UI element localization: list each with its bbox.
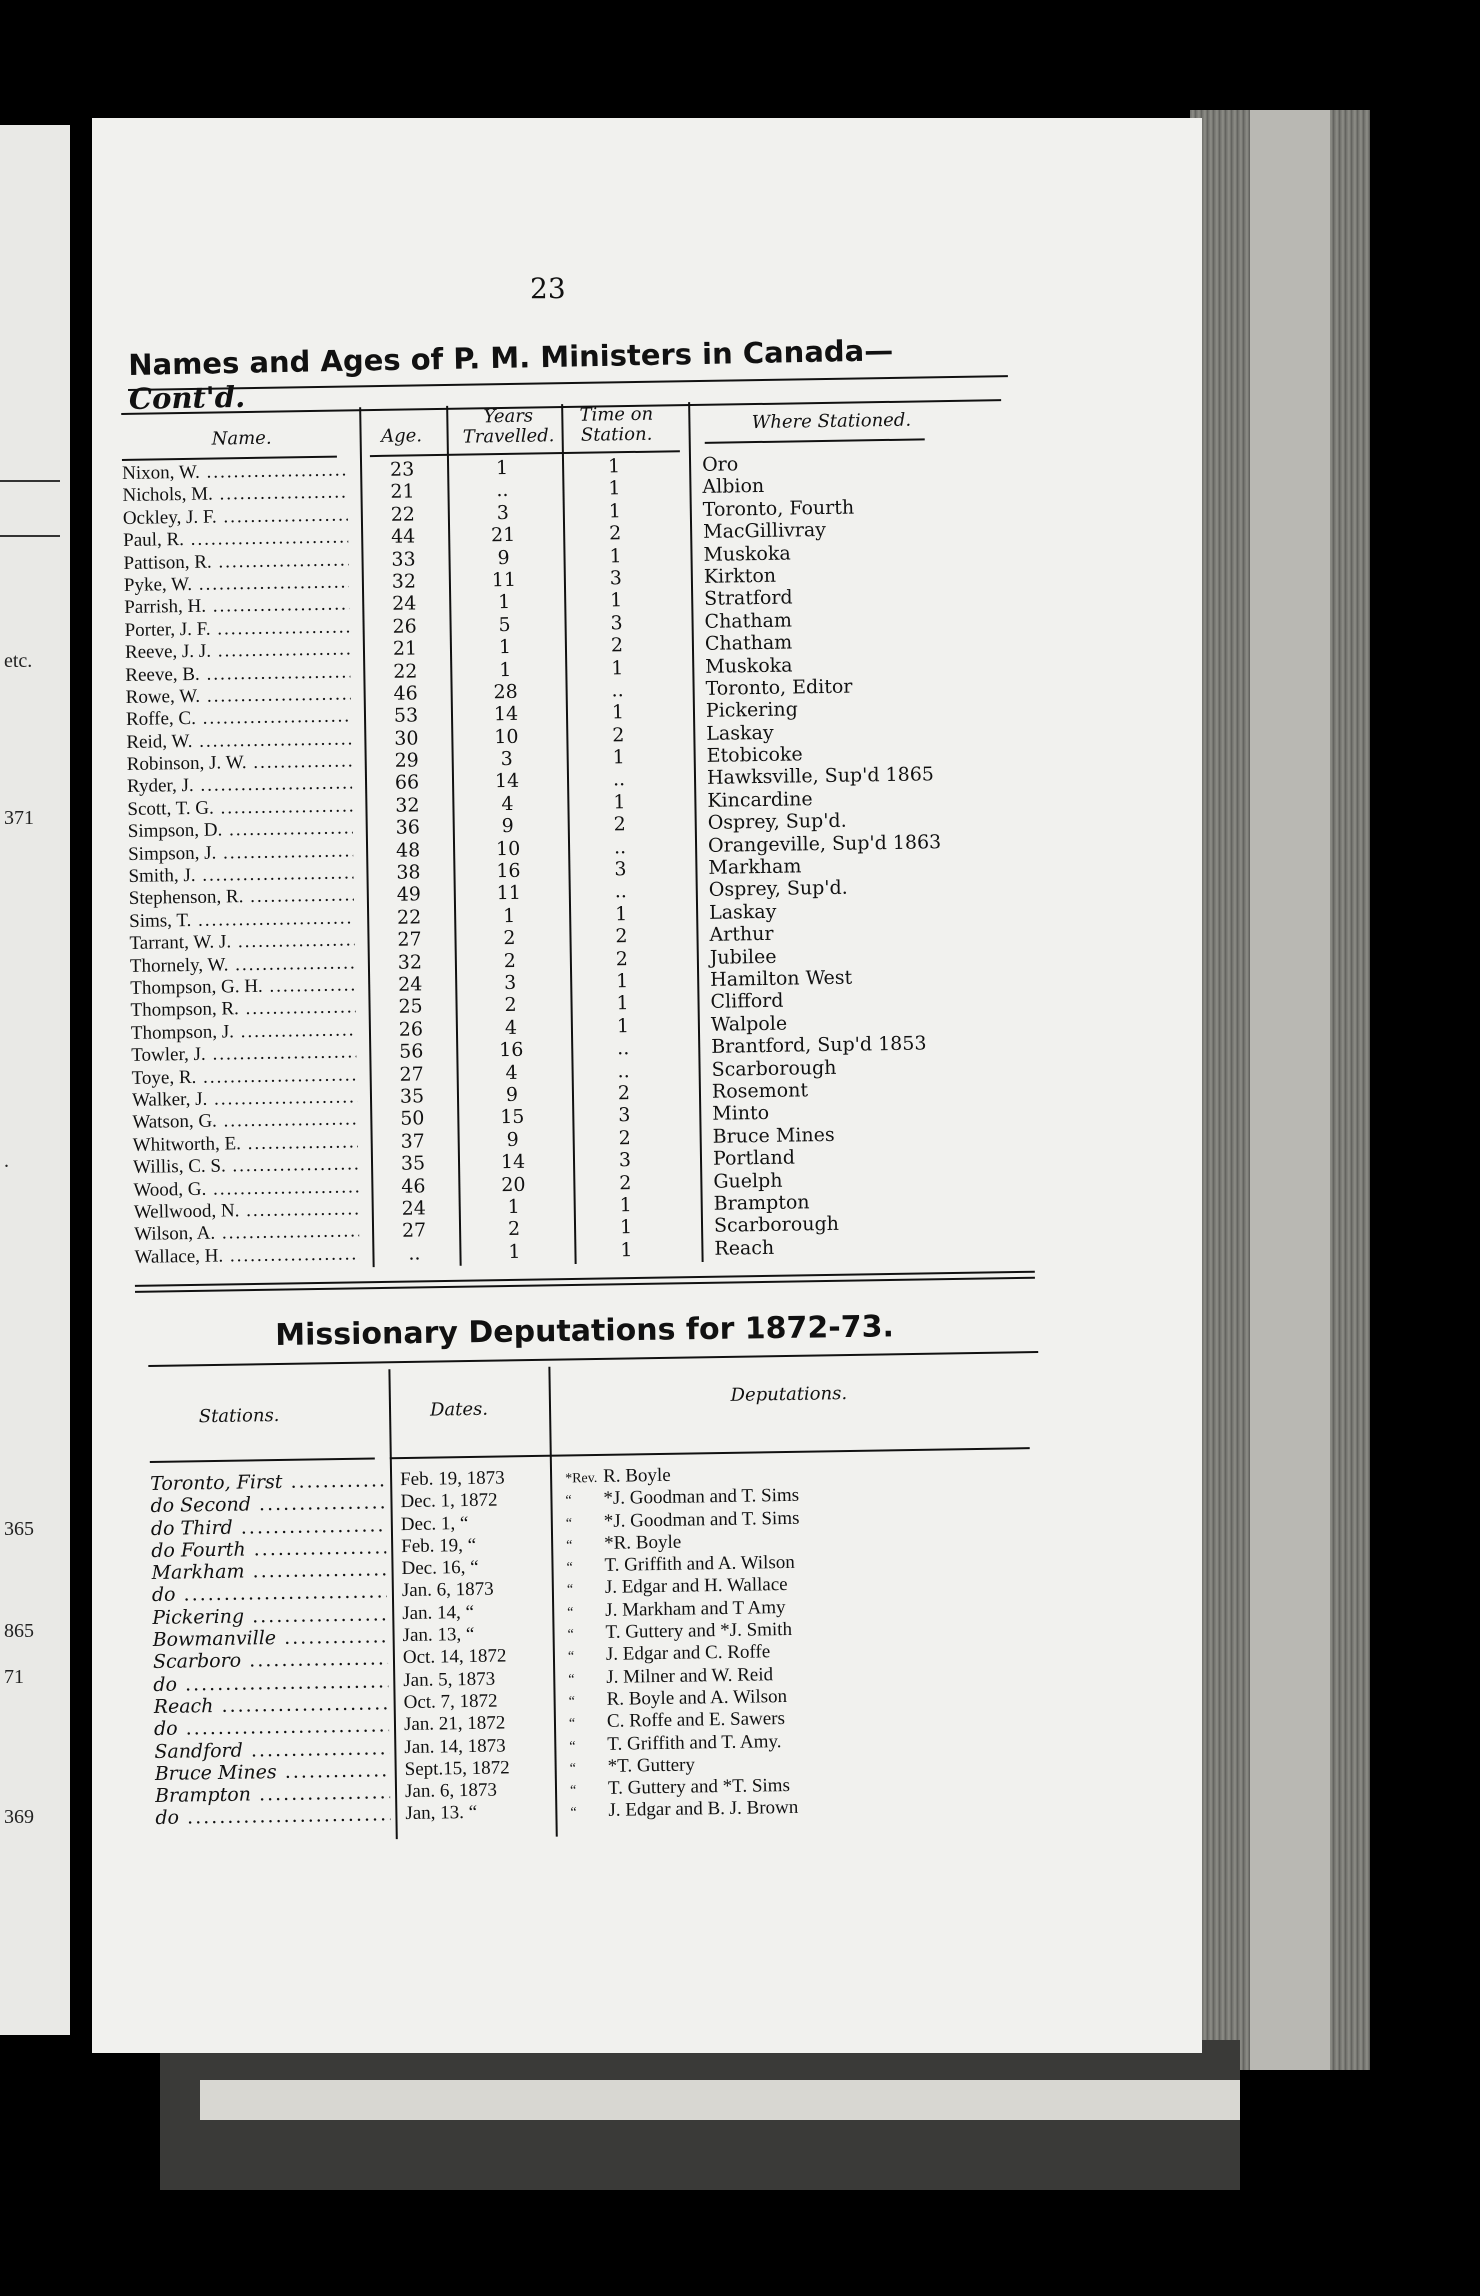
- deputations-table-body: [150, 1459, 1055, 1830]
- station: do .....: [152, 1581, 387, 1607]
- ministers-title-contd: Cont'd.: [128, 379, 246, 416]
- station: do .....: [154, 1715, 389, 1741]
- ditto-mark: “: [565, 1493, 572, 1509]
- minister-age: 66: [394, 771, 420, 795]
- station: do Third .....: [151, 1514, 386, 1540]
- time-on-station: ..: [611, 679, 624, 702]
- minister-name: Nixon, W. .....: [122, 459, 347, 485]
- where-stationed: Rosemont: [711, 1079, 809, 1103]
- ditto-mark: “: [567, 1649, 575, 1665]
- where-stationed: Scarborough: [711, 1056, 837, 1081]
- years-travelled: 20: [501, 1173, 526, 1196]
- time-on-station: 2: [615, 925, 628, 948]
- years-travelled: 14: [493, 703, 519, 726]
- minister-age: 23: [389, 458, 415, 481]
- where-stationed: Etobicoke: [706, 743, 803, 767]
- years-travelled: 1: [502, 904, 516, 927]
- ministers-title-main: Names and Ages of P. M. Ministers in Canada—: [128, 333, 894, 382]
- minister-age: 56: [399, 1040, 424, 1063]
- minister-name: Pattison, R. .....: [123, 549, 348, 575]
- deputation-names: T. Guttery and *T. Sims: [607, 1775, 791, 1799]
- minister-name: Ockley, J. F. .....: [123, 504, 348, 530]
- minister-name: Wallace, H. .....: [134, 1243, 359, 1269]
- minister-age: 29: [394, 749, 419, 772]
- where-stationed: Orangeville, Sup'd 1863: [707, 830, 942, 857]
- years-travelled: 4: [504, 1016, 518, 1039]
- deputation-date: Feb. 19, 1873: [399, 1467, 505, 1491]
- facing-page-fragment: etc.: [4, 650, 33, 672]
- time-on-station: 1: [619, 1193, 632, 1217]
- minister-age: 26: [398, 1018, 424, 1041]
- minister-age: 46: [401, 1174, 426, 1198]
- where-stationed: Albion: [702, 475, 765, 499]
- ditto-mark: “: [566, 1538, 573, 1554]
- years-travelled: 1: [498, 591, 511, 614]
- time-on-station: 1: [609, 544, 622, 567]
- where-stationed: Kirkton: [703, 564, 777, 588]
- years-travelled: 1: [495, 456, 509, 480]
- deputation-names: J. Edgar and C. Roffe: [605, 1641, 771, 1666]
- where-stationed: Clifford: [710, 990, 784, 1014]
- time-on-station: ..: [614, 880, 628, 903]
- minister-age: 24: [401, 1197, 427, 1220]
- minister-name: Parrish, H. .....: [124, 594, 349, 620]
- deputations-title: Missionary Deputations for 1872-73.: [275, 1309, 895, 1353]
- page-number: 23: [530, 272, 566, 305]
- minister-name: Tarrant, W. J. .....: [129, 930, 354, 956]
- minister-age: 36: [395, 816, 421, 839]
- ditto-mark: “: [567, 1605, 574, 1621]
- time-on-station: 2: [610, 634, 624, 657]
- minister-age: 50: [400, 1107, 425, 1131]
- deputation-date: Jan, 13. “: [405, 1802, 478, 1825]
- years-travelled: 5: [498, 613, 511, 636]
- where-stationed: Toronto, Fourth: [702, 496, 855, 521]
- time-on-station: 1: [611, 656, 624, 679]
- years-travelled: 16: [499, 1038, 524, 1062]
- where-stationed: Brampton: [713, 1191, 810, 1215]
- time-on-station: 1: [608, 477, 621, 500]
- time-on-station: 2: [619, 1171, 632, 1194]
- ditto-mark: *Rev.: [565, 1470, 598, 1487]
- minister-name: Ryder, J. .....: [127, 773, 352, 799]
- minister-age: 25: [398, 995, 423, 1019]
- ditto-mark: “: [569, 1783, 577, 1799]
- station: do .....: [153, 1670, 388, 1696]
- deputation-names: C. Roffe and E. Sawers: [606, 1708, 786, 1733]
- where-stationed: Laskay: [706, 721, 774, 745]
- minister-name: Willis, C. S. .....: [133, 1153, 358, 1179]
- where-stationed: Minto: [712, 1102, 770, 1126]
- where-stationed: Hawksville, Sup'd 1865: [706, 763, 935, 790]
- ditto-mark: “: [568, 1672, 575, 1688]
- minister-age: 27: [399, 1062, 424, 1086]
- header-age: Age.: [380, 425, 423, 447]
- where-stationed: Pickering: [705, 698, 798, 723]
- time-on-station: 2: [617, 1082, 631, 1105]
- minister-name: Stephenson, R. .....: [129, 885, 354, 911]
- deputation-names: *R. Boyle: [603, 1531, 682, 1554]
- minister-name: Rowe, W. .....: [126, 683, 351, 709]
- where-stationed: Osprey, Sup'd.: [708, 877, 848, 902]
- station: do Second .....: [150, 1492, 385, 1518]
- minister-name: Roffe, C. .....: [126, 706, 351, 732]
- time-on-station: 3: [618, 1104, 631, 1127]
- minister-name: Walker, J. .....: [132, 1086, 357, 1112]
- where-stationed: Hamilton West: [710, 966, 853, 991]
- minister-age: 27: [397, 928, 422, 951]
- where-stationed: Guelph: [713, 1169, 783, 1193]
- minister-age: 35: [399, 1085, 425, 1108]
- time-on-station: 1: [614, 902, 628, 926]
- minister-name: Thompson, G. H. .....: [130, 974, 355, 1000]
- deputation-names: *J. Goodman and T. Sims: [603, 1507, 800, 1532]
- where-stationed: Muskoka: [705, 654, 793, 678]
- years-travelled: 2: [503, 949, 517, 972]
- years-travelled: 2: [503, 927, 516, 950]
- minister-name: Watson, G. .....: [132, 1109, 357, 1135]
- deputation-names: *J. Goodman and T. Sims: [603, 1485, 800, 1510]
- deputation: [570, 1797, 798, 1825]
- station: Bowmanville .....: [152, 1625, 387, 1651]
- minister-age: 21: [390, 480, 415, 504]
- minister-name: Wilson, A. .....: [134, 1221, 359, 1247]
- where-stationed: Portland: [712, 1146, 796, 1170]
- deputation-date: Dec. 1, “: [400, 1512, 469, 1535]
- where-stationed: MacGillivray: [702, 519, 827, 544]
- header-time-line1: Time on: [579, 403, 654, 426]
- deputation-names: T. Guttery and *J. Smith: [605, 1619, 793, 1643]
- facing-page-edge: [0, 125, 70, 2035]
- ditto-mark: “: [567, 1627, 574, 1643]
- years-travelled: 16: [496, 859, 521, 883]
- time-on-station: 1: [616, 1014, 630, 1038]
- where-stationed: Toronto, Editor: [705, 675, 853, 700]
- deputation-date: Jan. 14, “: [402, 1601, 475, 1624]
- header-years-line1: Years: [483, 405, 534, 428]
- deputation-date: Oct. 14, 1872: [402, 1645, 507, 1669]
- ditto-mark: “: [568, 1716, 576, 1732]
- time-on-station: ..: [613, 835, 627, 858]
- time-on-station: ..: [617, 1059, 630, 1082]
- book-cover: [1250, 110, 1330, 2070]
- deputation-names: R. Boyle: [602, 1464, 671, 1487]
- minister-age: 26: [392, 615, 417, 638]
- station: do .....: [155, 1804, 390, 1830]
- deputation-date: Jan. 5, 1873: [403, 1668, 496, 1691]
- years-travelled: 2: [504, 994, 517, 1017]
- time-on-station: 3: [618, 1149, 632, 1172]
- minister-name: Smith, J. .....: [128, 862, 353, 888]
- facing-page-fragment: 71: [4, 1666, 24, 1688]
- minister-age: 37: [400, 1130, 425, 1153]
- minister-age: 24: [397, 973, 423, 996]
- deputation-names: J. Edgar and B. J. Brown: [608, 1797, 799, 1822]
- facing-page-rule: [0, 535, 60, 537]
- time-on-station: 1: [611, 701, 625, 724]
- deputation-date: Oct. 7, 1872: [403, 1690, 498, 1714]
- ministers-table-body: [122, 449, 1035, 1269]
- facing-page-fragment: 371: [4, 807, 34, 829]
- facing-page-fragment: 369: [4, 1806, 34, 1828]
- where-stationed: Chatham: [704, 609, 793, 633]
- deputation-names: J. Milner and W. Reid: [606, 1663, 774, 1688]
- station: Bruce Mines .....: [155, 1759, 390, 1785]
- minister-name: Porter, J. F. .....: [124, 616, 349, 642]
- header-years-line2: Travelled.: [462, 425, 555, 448]
- minister-age: 49: [396, 883, 422, 907]
- ditto-mark: “: [566, 1582, 574, 1598]
- minister-age: 22: [393, 659, 418, 683]
- minister-age: 21: [392, 637, 418, 660]
- years-travelled: 3: [496, 501, 510, 524]
- where-stationed: Bruce Mines: [712, 1123, 835, 1148]
- years-travelled: 9: [501, 815, 514, 838]
- station: Toronto, First .....: [150, 1469, 385, 1495]
- where-stationed: Muskoka: [703, 542, 791, 566]
- where-stationed: Markham: [708, 855, 802, 879]
- header-stations: Stations.: [198, 1404, 280, 1428]
- where-stationed: Brantford, Sup'd 1853: [711, 1032, 927, 1058]
- deputation-date: Sept.15, 1872: [404, 1757, 510, 1780]
- header-dates: Dates.: [429, 1398, 489, 1421]
- years-travelled: ..: [496, 479, 509, 502]
- years-travelled: 2: [507, 1218, 521, 1241]
- time-on-station: 3: [614, 858, 627, 881]
- minister-name: Pyke, W. .....: [124, 571, 349, 597]
- where-stationed: Kincardine: [707, 788, 813, 812]
- time-on-station: 2: [618, 1126, 631, 1150]
- minister-name: Paul, R. .....: [123, 527, 348, 553]
- minister-age: 33: [391, 547, 416, 571]
- deputation-names: J. Markham and T Amy: [605, 1596, 786, 1621]
- time-on-station: 1: [612, 746, 625, 769]
- minister-name: Sims, T. .....: [129, 907, 354, 933]
- time-on-station: ..: [617, 1037, 630, 1060]
- years-travelled: 10: [495, 837, 521, 860]
- minister-age: 53: [393, 704, 419, 728]
- minister-age: 38: [396, 861, 421, 884]
- time-on-station: 3: [610, 611, 623, 635]
- minister-name: Wellwood, N. .....: [134, 1198, 359, 1224]
- time-on-station: 2: [612, 723, 625, 747]
- ditto-mark: “: [570, 1805, 577, 1821]
- minister-age: 22: [390, 503, 416, 526]
- years-travelled: 11: [491, 568, 517, 592]
- deputation-date: Jan. 13, “: [402, 1624, 475, 1647]
- ditto-mark: “: [569, 1761, 577, 1777]
- deputation-names: R. Boyle and A. Wilson: [606, 1685, 788, 1710]
- station: Sandford .....: [154, 1737, 389, 1763]
- deputation-date: Jan. 14, 1873: [404, 1735, 506, 1758]
- years-travelled: 1: [507, 1195, 520, 1218]
- years-travelled: 9: [505, 1083, 519, 1106]
- minister-name: Simpson, D. .....: [128, 818, 353, 844]
- where-stationed: Laskay: [708, 900, 777, 924]
- time-on-station: 1: [607, 455, 621, 478]
- time-on-station: 2: [615, 947, 629, 970]
- minister-name: Wood, G. .....: [133, 1176, 358, 1202]
- minister-age: 44: [390, 525, 416, 548]
- time-on-station: 1: [610, 589, 623, 612]
- minister-name: Toye, R. .....: [131, 1064, 356, 1090]
- years-travelled: 11: [496, 882, 522, 905]
- minister-name: Reeve, B. .....: [125, 661, 350, 687]
- years-travelled: 15: [500, 1106, 525, 1129]
- where-stationed: Walpole: [710, 1012, 788, 1036]
- deputation-names: *T. Guttery: [607, 1754, 696, 1777]
- time-on-station: 3: [609, 567, 623, 590]
- minister-age: 30: [394, 727, 419, 750]
- deputation-date: Dec. 1, 1872: [400, 1489, 498, 1513]
- time-on-station: 1: [616, 992, 629, 1015]
- minister-age: 32: [397, 950, 423, 974]
- minister-name: Towler, J. .....: [131, 1042, 356, 1068]
- ditto-mark: “: [568, 1694, 575, 1710]
- years-travelled: 1: [508, 1240, 521, 1263]
- time-on-station: 1: [615, 970, 629, 993]
- header-time-line2: Station.: [580, 423, 653, 446]
- minister-age: ..: [408, 1242, 421, 1265]
- years-travelled: 1: [498, 636, 512, 659]
- minister-name: Thompson, R. .....: [130, 997, 355, 1023]
- station: Markham .....: [151, 1558, 386, 1584]
- where-stationed: Scarborough: [713, 1213, 840, 1238]
- minister-name: Thompson, J. .....: [131, 1019, 356, 1045]
- bottom-page-strip: [200, 2080, 1240, 2120]
- minister-age: 35: [400, 1152, 426, 1175]
- years-travelled: 28: [493, 680, 518, 704]
- years-travelled: 14: [494, 770, 520, 793]
- time-on-station: 1: [619, 1216, 633, 1239]
- minister-name: Robinson, J. W. .....: [127, 751, 352, 777]
- time-on-station: 1: [608, 499, 622, 523]
- minister-name: Simpson, J. .....: [128, 840, 353, 866]
- ditto-mark: “: [566, 1560, 573, 1576]
- station: Pickering .....: [152, 1603, 387, 1629]
- minister-name: Thornely, W. .....: [130, 952, 355, 978]
- time-on-station: 2: [608, 522, 622, 545]
- minister-age: 27: [401, 1219, 427, 1242]
- minister-name: Nichols, M. .....: [122, 482, 347, 508]
- minister-age: 48: [395, 839, 421, 862]
- years-travelled: 3: [500, 747, 513, 771]
- minister-age: 24: [391, 592, 417, 616]
- header-where: Where Stationed.: [751, 409, 912, 434]
- deputation-date: Jan. 6, 1873: [404, 1779, 498, 1803]
- time-on-station: 1: [613, 790, 626, 814]
- minister-age: 32: [395, 794, 420, 817]
- time-on-station: ..: [612, 768, 626, 791]
- minister-name: Reeve, J. J. .....: [125, 639, 350, 665]
- minister-name: Whitworth, E. .....: [133, 1131, 358, 1157]
- deputation-names: J. Edgar and H. Wallace: [604, 1574, 788, 1599]
- where-stationed: Oro: [701, 453, 739, 476]
- ministers-table: [122, 403, 1035, 1269]
- deputation-date: Feb. 19, “: [401, 1534, 477, 1557]
- header-name: Name.: [211, 427, 272, 450]
- book-bottom-edge: [160, 2040, 1240, 2190]
- facing-page-fragment: 365: [4, 1518, 34, 1540]
- where-stationed: Osprey, Sup'd.: [707, 809, 847, 835]
- where-stationed: Jubilee: [709, 945, 777, 969]
- station: Brampton .....: [155, 1781, 390, 1807]
- years-travelled: 3: [503, 971, 517, 995]
- minister-age: 46: [393, 682, 418, 705]
- deputation-names: T. Griffith and T. Amy.: [607, 1730, 782, 1755]
- facing-page-fragment: 865: [4, 1620, 34, 1642]
- deputations-table: [150, 1383, 1055, 1830]
- deputation-date: Jan. 21, 1872: [403, 1712, 506, 1736]
- where-stationed: Chatham: [704, 631, 793, 655]
- time-on-station: 1: [620, 1238, 633, 1261]
- deputation-date: Dec. 16, “: [401, 1557, 479, 1580]
- years-travelled: 9: [497, 546, 510, 569]
- years-travelled: 14: [500, 1150, 526, 1174]
- minister-name: Reid, W. .....: [126, 728, 351, 754]
- facing-page-rule: [0, 480, 60, 482]
- station: Scarboro .....: [153, 1648, 388, 1674]
- minister-age: 32: [391, 570, 417, 593]
- where-stationed: Arthur: [709, 923, 774, 947]
- deputation-date: Jan. 6, 1873: [401, 1579, 494, 1602]
- years-travelled: 10: [494, 725, 519, 748]
- deputation-names: T. Griffith and A. Wilson: [604, 1552, 795, 1577]
- ditto-mark: “: [569, 1738, 576, 1755]
- where-stationed: Reach: [714, 1236, 775, 1260]
- years-travelled: 1: [499, 658, 512, 681]
- years-travelled: 4: [501, 792, 514, 815]
- time-on-station: 2: [613, 813, 626, 836]
- years-travelled: 21: [490, 524, 516, 547]
- years-travelled: 9: [506, 1128, 519, 1151]
- minister-name: Scott, T. G. .....: [127, 795, 352, 821]
- ditto-mark: “: [565, 1515, 573, 1532]
- minister-age: 22: [396, 906, 422, 929]
- station: do Fourth .....: [151, 1536, 386, 1562]
- header-deputations: Deputations.: [730, 1383, 848, 1406]
- years-travelled: 4: [505, 1061, 518, 1084]
- where-stationed: Stratford: [704, 586, 793, 611]
- station: Reach .....: [154, 1692, 389, 1718]
- facing-page-fragment: .: [4, 1150, 9, 1172]
